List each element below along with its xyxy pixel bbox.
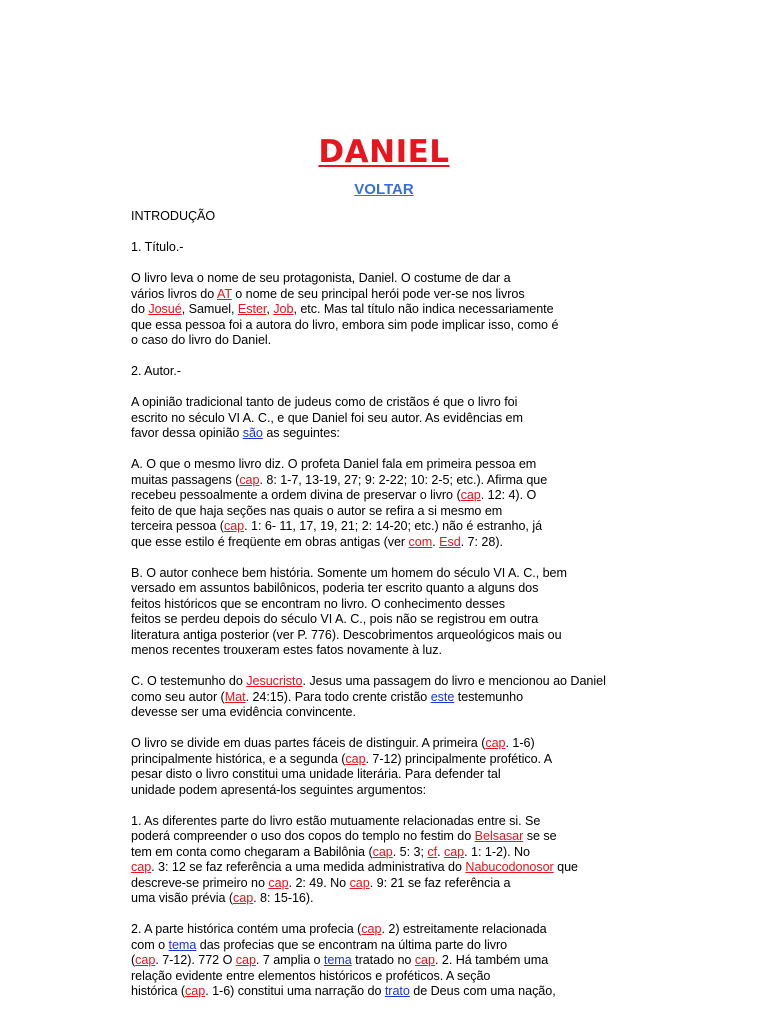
text-line — [131, 287, 651, 303]
text-line — [131, 535, 651, 551]
text-run: , — [266, 302, 274, 316]
inline-link[interactable]: com — [408, 534, 433, 549]
inline-link[interactable]: tema — [168, 937, 197, 952]
text-line — [131, 783, 651, 799]
text-run: . 9: 21 se faz referência a — [369, 875, 511, 890]
text-run: pesar disto o livro constitui uma unidade literária. Para defender tal — [131, 767, 501, 781]
inline-link[interactable]: cap — [361, 922, 382, 936]
text-run: descreve-se primeiro no — [131, 875, 269, 890]
text-line — [131, 845, 651, 861]
text-run: B. O autor conhece bem história. Somente um homem do século VI A. C., bem — [131, 565, 567, 580]
inline-link[interactable]: cap — [443, 844, 465, 859]
text-run: , Samuel, — [181, 302, 238, 316]
text-run: recebeu pessoalmente a ordem divina de preservar o livro ( — [131, 488, 461, 502]
text-run: . 8: 15-16). — [253, 891, 314, 905]
text-run: . 3: 12 se faz referência a uma medida administrativa do — [151, 860, 466, 874]
text-line — [131, 767, 651, 783]
inline-link[interactable]: AT — [216, 286, 232, 301]
text-line — [131, 566, 651, 582]
text-line — [131, 953, 651, 969]
section-heading-titulo: 1. Título.- — [131, 240, 184, 254]
text-run: 2. A parte histórica contém uma profecia ( — [131, 922, 362, 936]
text-run: tem em conta como chegaram a Babilônia ( — [131, 844, 373, 859]
inline-link[interactable]: Ester — [237, 302, 267, 316]
text-line — [131, 473, 651, 489]
text-run: que essa pessoa foi a autora do livro, embora sim pode implicar isso, como é — [131, 317, 559, 332]
inline-link[interactable]: cap — [223, 519, 245, 533]
text-run: terceira pessoa ( — [131, 519, 224, 533]
inline-link[interactable]: cap — [131, 860, 152, 874]
text-line — [131, 271, 651, 287]
text-run: . 1: 1-2). No — [464, 844, 530, 859]
text-run: . 8: 1-7, 13-19, 27; 9: 2-22; 10: 2-5; etc.). Afirma que — [259, 472, 548, 487]
text-line — [131, 597, 651, 613]
text-run: . — [432, 534, 440, 549]
paragraph-evidence-a — [131, 457, 651, 550]
text-run: poderá compreender o uso dos copos do templo no festim do — [131, 829, 475, 843]
text-line — [131, 612, 651, 628]
inline-link[interactable]: tema — [323, 953, 352, 967]
paragraph-autor — [131, 395, 651, 442]
text-line — [131, 302, 651, 318]
text-run: vários livros do — [131, 286, 217, 301]
text-run: A opinião tradicional tanto de judeus como de cristãos é que o livro foi — [131, 395, 518, 409]
text-line — [131, 829, 651, 845]
inline-link[interactable]: cap — [345, 751, 366, 766]
text-run: 1. As diferentes parte do livro estão mutuamente relacionadas entre si. Se — [131, 813, 541, 828]
inline-link[interactable]: Belsasar — [474, 829, 524, 843]
inline-link[interactable]: cap — [268, 875, 289, 890]
back-link-container — [0, 180, 768, 200]
inline-link[interactable]: cap — [135, 953, 156, 967]
text-run: relação evidente entre elementos históricos e proféticos. A seção — [131, 968, 491, 983]
inline-link[interactable]: Jesucristo — [246, 674, 303, 688]
text-line — [131, 318, 651, 334]
text-run: A. O que o mesmo livro diz. O profeta Daniel fala em primeira pessoa em — [131, 457, 537, 471]
intro-heading: INTRODUÇÃO — [131, 209, 216, 223]
text-line — [131, 969, 651, 985]
text-line — [131, 333, 651, 349]
text-line — [131, 752, 651, 768]
text-run: o nome de seu principal herói pode ver-se nos livros — [231, 286, 525, 301]
text-run: histórica ( — [131, 984, 186, 998]
text-line — [131, 643, 651, 659]
inline-link[interactable]: cap — [233, 891, 254, 905]
text-run: . 2. Há também uma — [434, 953, 549, 967]
inline-link[interactable]: são — [242, 426, 263, 440]
paragraph-argument-2 — [131, 922, 651, 1000]
text-run: . 1-6) constitui uma narração do — [205, 984, 385, 998]
paragraph-titulo — [131, 271, 651, 349]
inline-link[interactable]: cap — [460, 488, 481, 502]
text-run: uma visão prévia ( — [131, 891, 233, 905]
text-run: testemunho — [454, 689, 524, 704]
text-run: favor dessa opinião — [131, 426, 243, 440]
text-line — [131, 628, 651, 644]
text-run: literatura antiga posterior (ver P. 776). Descobrimentos arqueológicos mais ou — [131, 627, 562, 642]
document-title-text: DANIEL — [318, 134, 450, 170]
text-run: . 12: 4). O — [480, 488, 537, 502]
inline-link[interactable]: cap — [372, 844, 393, 859]
text-run: unidade podem apresentá-los seguintes argumentos: — [131, 782, 427, 797]
inline-link[interactable]: cap — [414, 953, 435, 967]
text-run: feitos se perdeu depois do século VI A. C., pois não se registrou em outra — [131, 612, 539, 626]
text-line — [131, 457, 651, 473]
text-line — [131, 504, 651, 520]
text-run: C. O testemunho do — [131, 674, 247, 688]
text-line — [131, 581, 651, 597]
document-body — [131, 209, 651, 1015]
text-run: as seguintes: — [262, 426, 340, 440]
text-line — [131, 922, 651, 938]
text-line — [131, 705, 651, 721]
paragraph-evidence-b — [131, 566, 651, 659]
back-link[interactable]: VOLTAR — [354, 181, 414, 198]
paragraph-evidence-c — [131, 674, 651, 721]
text-run: versado em assuntos babilônicos, poderia ter escrito quanto a alguns dos — [131, 581, 539, 595]
text-run: de Deus com uma nação, — [409, 984, 556, 998]
text-run: muitas passagens ( — [131, 472, 240, 487]
text-run: tratado no — [351, 953, 415, 967]
text-line — [131, 938, 651, 954]
text-line — [131, 519, 651, 535]
text-line — [131, 690, 651, 706]
text-run: . 2) estreitamente relacionada — [381, 922, 547, 936]
inline-link[interactable]: cap — [485, 736, 506, 750]
text-run: devesse ser uma evidência convincente. — [131, 705, 356, 719]
text-line — [131, 488, 651, 504]
text-run: . 1: 6- 11, 17, 19, 21; 2: 14-20; etc.) não é estranho, já — [244, 519, 543, 533]
text-line — [131, 891, 651, 907]
inline-link[interactable]: cap — [349, 875, 370, 890]
text-run: do — [131, 302, 149, 316]
text-run: , etc. Mas tal título não indica necessariamente — [293, 302, 554, 316]
text-run: . 2: 49. No — [288, 875, 350, 890]
text-run: que esse estilo é freqüente em obras antigas (ver — [131, 534, 409, 549]
inline-link[interactable]: este — [430, 689, 455, 704]
text-run: . Jesus uma passagem do livro e mencionou ao Daniel — [302, 674, 606, 688]
inline-link[interactable]: Job — [273, 302, 294, 316]
section-heading-autor: 2. Autor.- — [131, 364, 181, 378]
text-run: . 7-12) principalmente profético. A — [365, 751, 553, 766]
text-run: das profecias que se encontram na última parte do livro — [196, 937, 508, 952]
text-run: . 7 amplia o — [255, 953, 324, 967]
text-run: . 7-12). 772 O — [155, 953, 236, 967]
inline-link[interactable]: cap — [185, 984, 206, 998]
text-run: . 5: 3; — [392, 844, 428, 859]
text-line — [131, 674, 651, 690]
text-line — [131, 984, 651, 1000]
text-run: principalmente histórica, e a segunda ( — [131, 751, 346, 766]
text-run: ( — [131, 953, 136, 967]
text-line — [131, 426, 651, 442]
text-run: . 1-6) — [505, 736, 535, 750]
text-line — [131, 860, 651, 876]
text-run: feito de que haja seções nas quais o autor se refira a si mesmo em — [131, 503, 503, 518]
text-run: o caso do livro do Daniel. — [131, 333, 272, 347]
text-run: . 24:15). Para todo crente cristão — [245, 689, 431, 704]
text-line — [131, 814, 651, 830]
text-line — [131, 411, 651, 427]
paragraph-argument-1 — [131, 814, 651, 907]
inline-link[interactable]: Josué — [148, 302, 182, 316]
text-run: escrito no século VI A. C., e que Daniel foi seu autor. As evidências em — [131, 410, 523, 425]
inline-link[interactable]: cap — [239, 472, 260, 487]
paragraph-division — [131, 736, 651, 798]
text-run: O livro se divide em duas partes fáceis de distinguir. A primeira ( — [131, 736, 486, 750]
inline-link[interactable]: Nabucodonosor — [465, 860, 554, 874]
text-run: se se — [523, 829, 557, 843]
text-run: . 7: 28). — [460, 534, 503, 549]
text-line — [131, 736, 651, 752]
inline-link[interactable]: cf — [427, 844, 438, 859]
text-run: como seu autor ( — [131, 689, 225, 704]
inline-link[interactable]: Mat — [224, 689, 246, 704]
document-title — [0, 132, 768, 172]
text-run: feitos históricos que se encontram no livro. O conhecimento desses — [131, 596, 506, 611]
text-line — [131, 395, 651, 411]
text-run: menos recentes trouxeram estes fatos novamente à luz. — [131, 643, 442, 657]
text-run: com o — [131, 937, 169, 952]
text-run: O livro leva o nome de seu protagonista, Daniel. O costume de dar a — [131, 271, 511, 285]
text-line — [131, 876, 651, 892]
inline-link[interactable]: cap — [235, 953, 256, 967]
text-run: . — [437, 844, 444, 859]
inline-link[interactable]: trato — [384, 984, 410, 998]
text-run: que — [553, 860, 579, 874]
inline-link[interactable]: Esd — [439, 534, 461, 549]
